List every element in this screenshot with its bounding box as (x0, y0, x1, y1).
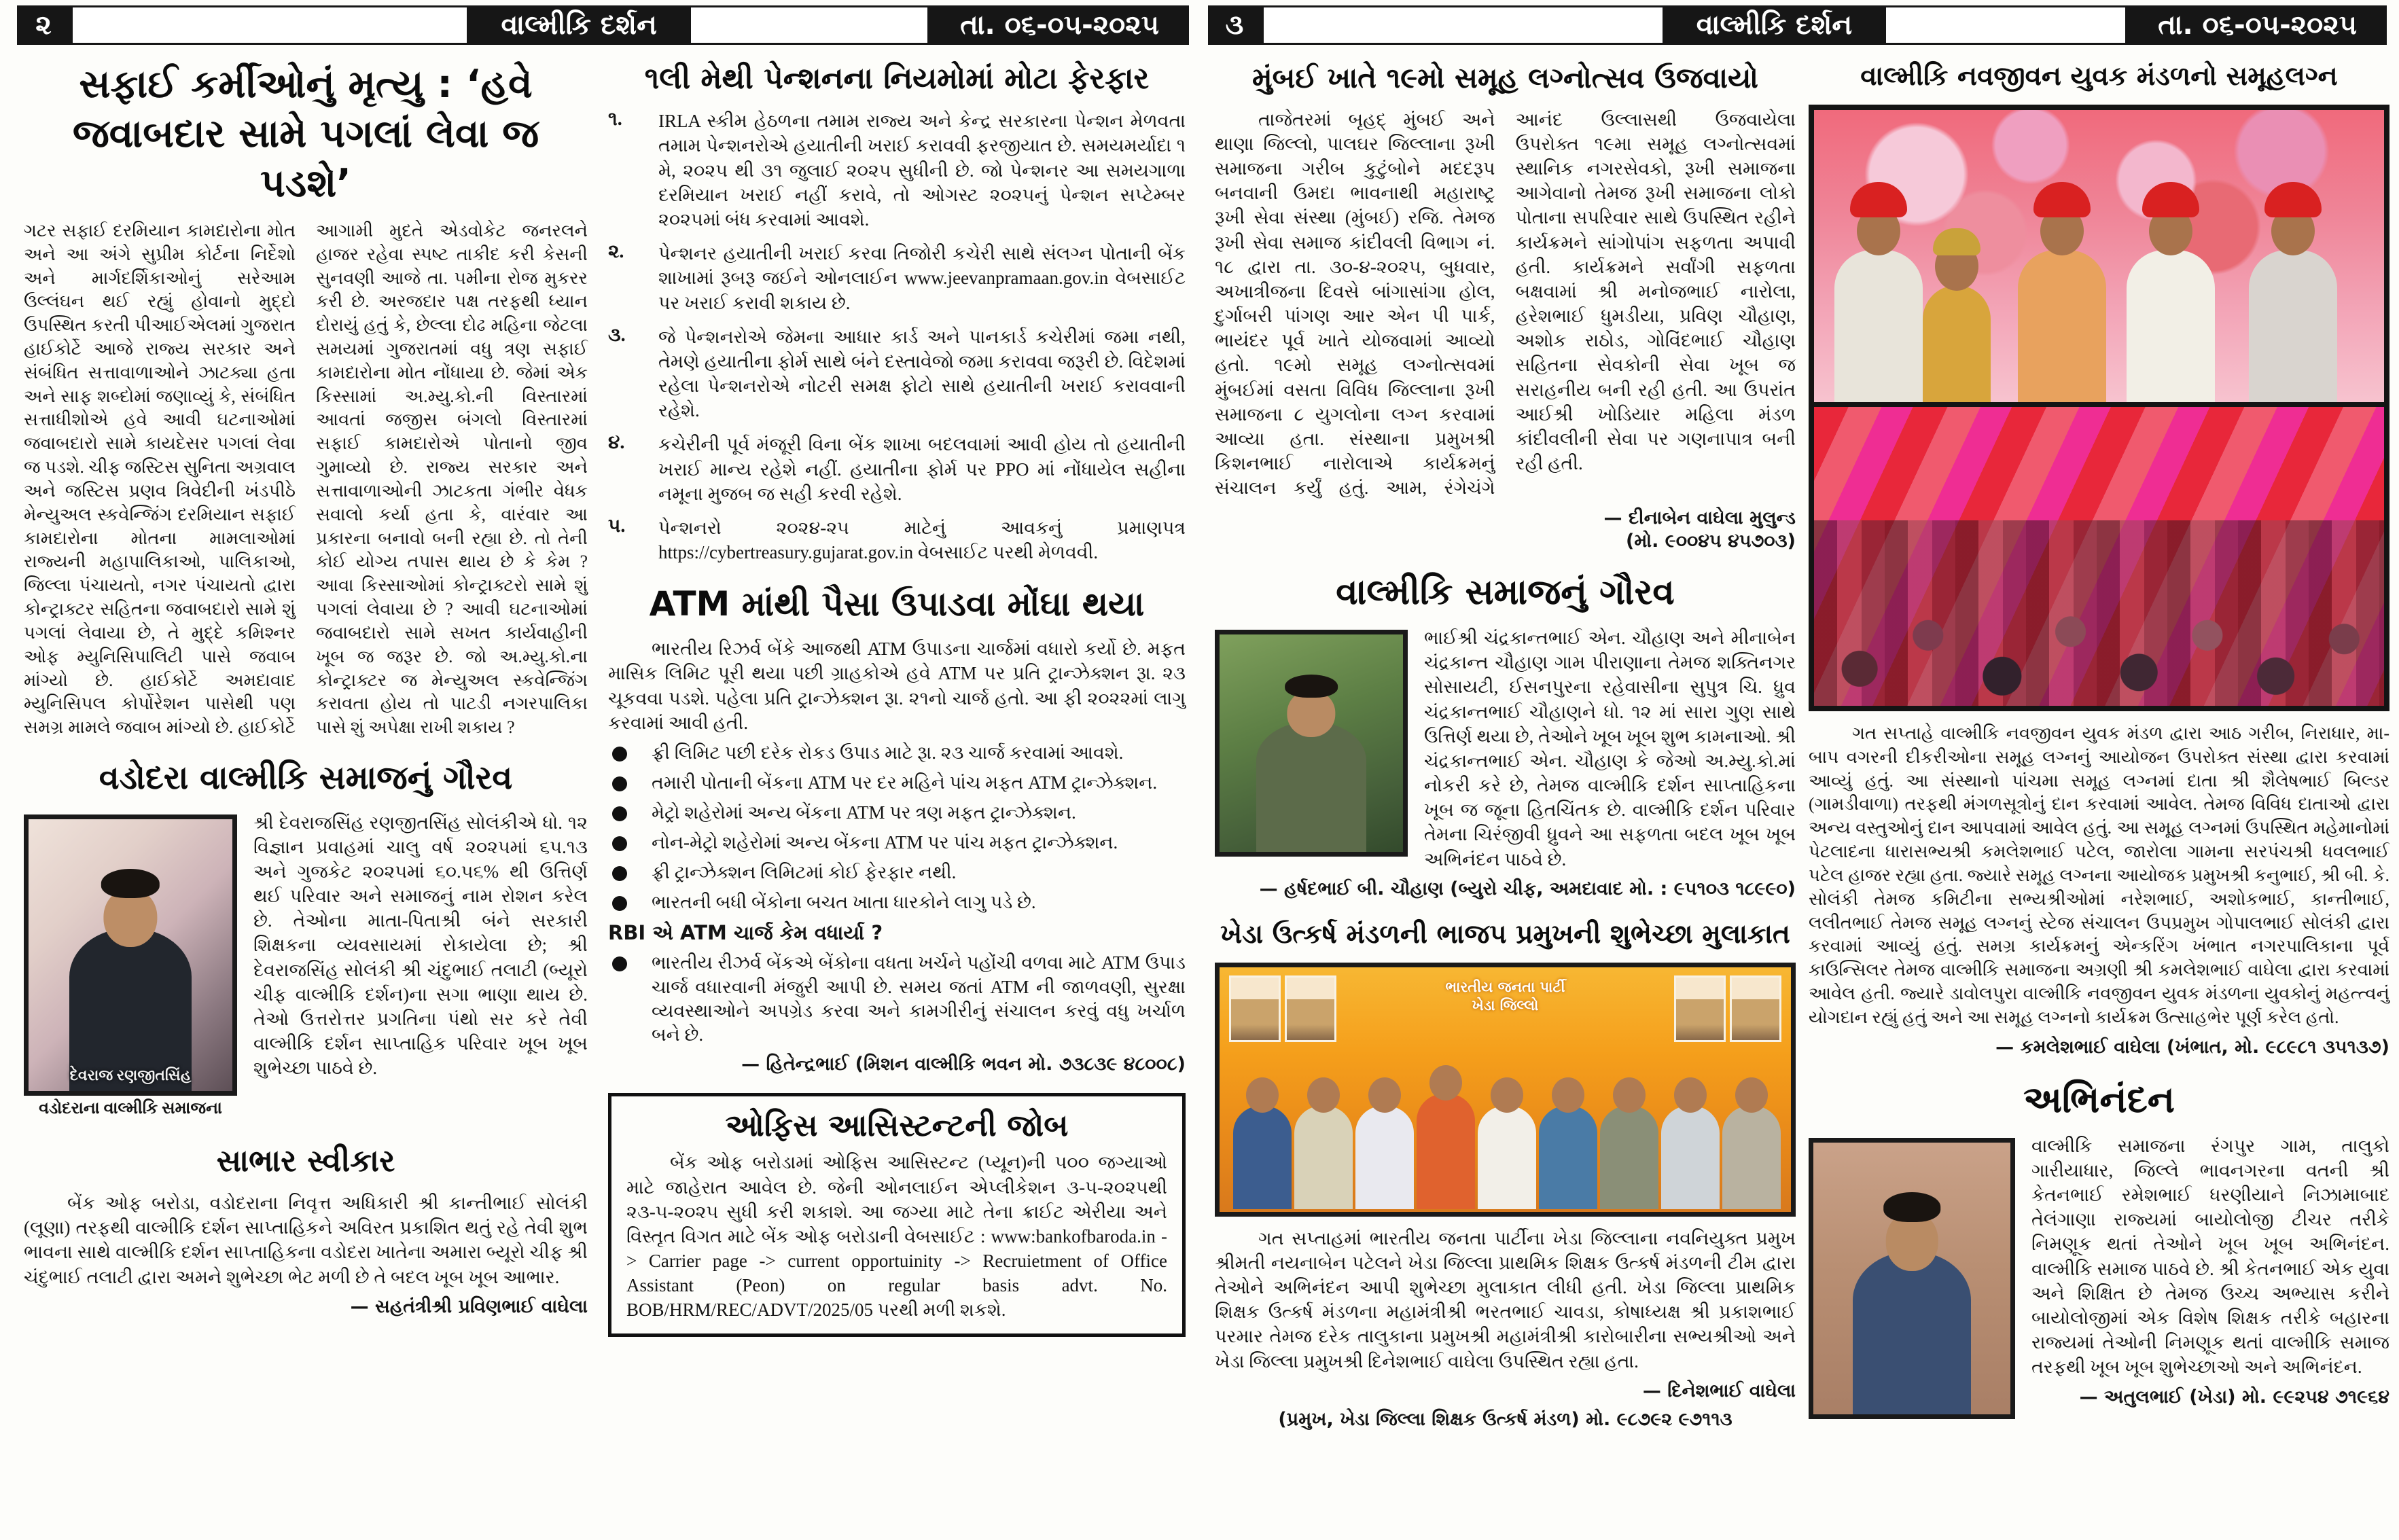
bullet-item (608, 861, 1186, 884)
article-body: ગત સપ્તાહમાં ભારતીય જનતા પાર્ટીના ખેડા જિલ્લાના નવનિયુક્ત પ્રમુખ શ્રીમતી નયનાબેન પટેલને ખેડા જિલ્લા પ્રાથમિક શિક્ષક ઉત્કર્ષ મંડળની ટીમ દ્વારા તેઓને અભિનંદન આપી શુભેચ્છા મુલાકાત લીધી હતી. ખેડા જિલ્લા પ્રાથમિક શિક્ષક ઉત્કર્ષ મંડળના મહામંત્રીશ્રી ભરતભાઈ ચાવડા, કોષાધ્યક્ષ શ્રી પ્રકાશભાઈ પરમાર તેમજ દરેક તાલુકાના પ્રમુખશ્રી મહામંત્રીશ્રી કારોબારીના સભ્યશ્રીઓ અને ખેડા જિલ્લા પ્રમુખશ્રી દિનેશભાઈ વાઘેલા ઉપસ્થિત રહ્યા હતા. (1215, 1228, 1796, 1372)
photo-devraj-portrait (24, 814, 237, 1118)
header-spacer (691, 7, 927, 43)
attribution: — અતુલભાઈ (ખેડા) મો. ૯૯૨૫૪ ૭૧૯૬૪ (2079, 1386, 2389, 1408)
list-item (608, 109, 1186, 232)
list-item (608, 432, 1186, 506)
headline: ઓફિસ આસિસ્ટન્ટની જોબ (725, 1107, 1069, 1143)
headline: ૧લી મેથી પેન્શનના નિયમોમાં મોટા ફેરફાર (644, 61, 1150, 96)
portrait-image (1215, 630, 1408, 857)
attribution: — હર્ષદભાઈ બી. ચૌહાણ (બ્યુરો ચીફ, અમદાવાદ મો. : ૯૫૧૦૩ ૧૮૯૯૦) (1259, 878, 1796, 899)
portrait-image (1809, 1138, 2015, 1419)
article-body: વાલ્મીકિ સમાજના રંગપુર ગામ, તાલુકો ગારીયાધાર, જિલ્લે ભાવનગરના વતની શ્રી કેતનભાઈ રમેશભાઈ ધરણીયાને નિઝામાબાદ તેલંગાણા રાજ્યમાં બાયોલોજી ટીચર તરીકે નિમણૂક થતાં તેઓને ખૂબ ખૂબ અભિનંદન. વાલ્મીકિ સમાજ પાઠવે છે. શ્રી કેતનભાઈ એક યુવા અને શિક્ષિત છે તેમજ ઉચ્ચ અભ્યાસ કરીને બાયોલોજીમાં એક વિશેષ શિક્ષક તરીકે બહારના રાજ્યમાં તેઓની નિમણૂક થતાં વાલ્મીકિ સમાજ તરફથી ખૂબ ખૂબ શુભેચ્છાઓ અને અભિનંદન. (2031, 1135, 2389, 1378)
person-figure (2127, 250, 2215, 402)
bullet-icon (612, 956, 627, 971)
item-number: ૩. (608, 324, 626, 346)
photo-wedding-crowd (1814, 407, 2384, 706)
page3-number: ૩ (1208, 5, 1261, 45)
bullet-icon (612, 806, 627, 821)
photo-caption: વડોદરાના વાલ્મીકિ સમાજના (39, 1099, 222, 1117)
issue-date: તા. ૦૬-૦૫-૨૦૨૫ (930, 5, 1189, 45)
page2-left-column (24, 57, 588, 1336)
wall-portrait (1674, 975, 1726, 1042)
article-body: બેંક ઓફ બરોડામાં ઓફિસ આસિસ્ટન્ટ (પ્યૂન)ની ૫૦૦ જગ્યાઓ માટે જાહેરાત આવેલ છે. જેની ઓનલાઈન એપ્લીકેશન ૩-૫-૨૦૨૫થી ૨૩-૫-૨૦૨૫ સુધી કરી શકાશે. આ જગ્યા માટે તેના ક્રાઈટ એરીયા અને વિસ્તૃત વિગત માટે બેંક ઓફ બરોડાની વેબસાઈટ : www:bankofbaroda.in -> Carrier page -> current opportuinity -> Recruietment of Office Assistant (Peon) on regular basis advt. No. BOB/HRM/REC/ADVT/2025/05 પરથી મળી શકશે. (626, 1152, 1167, 1321)
bullet-text: તમારી પોતાની બેંકના ATM પર દર મહિને પાંચ મફત ATM ટ્રાન્ઝેક્શન. (652, 772, 1158, 793)
portrait-image (24, 814, 237, 1096)
item-text: કચેરીની પૂર્વ મંજૂરી વિના બેંક શાખા બદલવામાં આવી હોય તો હયાતીની ખરાઈ માન્ય રહેશે નહીં. હયાતીના ફોર્મ પર PPO માં નોંધાયેલ સહીના નમૂના મુજબ જ સહી કરવી રહેશે. (658, 434, 1186, 504)
article-valmiki-samaj-gaurav (1215, 570, 1796, 900)
headline: વાલ્મીકિ નવજીવન યુવક મંડળનો સમૂહલગ્ન (1860, 61, 2338, 92)
banner-line1: ભારતીય જનતા પાર્ટી (1445, 978, 1565, 995)
attribution: — હિતેન્દ્રભાઈ (મિશન વાલ્મીકિ ભવન મો. ૭૩૮૩૯ ૪૮૦૦૮) (741, 1053, 1186, 1075)
headline: ATM માંથી પૈસા ઉપાડવા મોંઘા થયા (649, 584, 1145, 624)
article-abhinandan (1809, 1076, 2389, 1425)
person-figure (1722, 1106, 1781, 1209)
headline: મુંબઈ ખાતે ૧૯મો સમૂહ લગ્નોત્સવ ઉજવાયો (1252, 61, 1758, 94)
list-item (608, 516, 1186, 565)
page3-right-column (1809, 57, 2389, 1442)
headline: સાભાર સ્વીકાર (216, 1142, 395, 1179)
attribution: — દિનેશભાઈ વાઘેલા (1642, 1380, 1796, 1401)
article-mumbai-samuh-lagnotsav (1215, 60, 1796, 552)
item-text: પેન્શનરો ૨૦૨૪-૨૫ માટેનું આવકનું પ્રમાણપત્ર https://cybertreasury.gujarat.gov.in વેબસાઈટ પરથી મેળવવી. (658, 517, 1186, 563)
person-figure (2249, 250, 2337, 402)
headline: અભિનંદન (2023, 1077, 2175, 1121)
article-body: ભાઈશ્રી ચંદ્રકાન્તભાઈ એન. ચૌહાણ અને મીનાબેન ચંદ્રકાન્ત ચૌહાણ ગામ પીરાણાના તેમજ શક્તિનગર સોસાયટી, ઈસનપુરના રહેવાસીના સુપુત્ર ચિ. ધ્રુવ ચંદ્રકાન્તભાઈ ચૌહાણને ધો. ૧૨ માં સારા ગુણ સાથે ઉત્તિર્ણ થયા છે, તેઓને ખૂબ ખૂબ શુભ કામનાઓ. શ્રી ચંદ્રકાન્તભાઈ એન. ચૌહાણ કે જેઓ અ.મ્યુ.કો.માં નોકરી કરે છે, તેમજ વાલ્મીકિ દર્શન સાપ્તાહિકના ખૂબ જ જૂના હિતચિંતક છે. વાલ્મીકિ દર્શન પરિવાર તેમના ચિરંજીવી ધ્રુવને આ સફળતા બદલ ખૂબ ખૂબ અભિનંદન પાઠવે છે. (1424, 628, 1796, 870)
wall-portrait (1229, 975, 1281, 1042)
person-figure (1834, 250, 1923, 402)
headline: વાલ્મીકિ સમાજનું ગૌરવ (1336, 571, 1675, 613)
photo-dhruv-portrait (1215, 630, 1408, 857)
bullet-icon (612, 747, 627, 762)
masthead-title: વાલ્મીકિ દર્શન (1665, 5, 1883, 45)
photo-grooms-red-turbans (1814, 110, 2384, 407)
article-body: બેંક ઓફ બરોડા, વડોદરાના નિવૃત્ત અધિકારી શ્રી કાન્તીભાઈ સોલંકી (લૂણા) તરફથી વાલ્મીકિ દર્શન સાપ્તાહિકને અવિરત પ્રકાશિત થતું રહે તેવી શુભ ભાવના સાથે વાલ્મીકિ દર્શન સાપ્તાહિકના વડોદરા ખાતેના અમારા બ્યૂરો ચીફ શ્રી ચંદુભાઈ તલાટી દ્વારા અમને શુભેચ્છા ભેટ મળી છે તે બદલ ખૂબ ખૂબ આભાર. (24, 1193, 588, 1287)
header-spacer (73, 7, 467, 43)
item-number: ૧. (608, 109, 622, 130)
bullet-text: ભારતીય રીઝર્વ બેંકએ બેંકોના વધતા ખર્ચને પહોંચી વળવા માટે ATM ઉપાડ ચાર્જ વધારવાની મંજુરી આપી છે. સમય જતાં ATM ની જાળવણી, સુરક્ષા વ્યવસ્થાઓને અપગ્રેડ કરવા અને કામગીરીનું સંચાલન કરવું વધુ ખર્ચાળ બને છે. (652, 952, 1186, 1045)
header-spacer (1886, 7, 2125, 43)
attribution: — સહતંત્રીશ્રી પ્રવિણભાઈ વાઘેલા (350, 1295, 588, 1317)
list-item (608, 325, 1186, 423)
photo-ketan-portrait (1809, 1138, 2015, 1419)
person-figure (1417, 1094, 1475, 1209)
photo-overlay-caption: દેવરાજ રણજીતસિંહ (69, 1066, 192, 1084)
bullet-item (608, 831, 1186, 855)
person-figure (1355, 1106, 1414, 1209)
article-lead: ભારતીય રિઝર્વ બેંકે આજથી ATM ઉપાડના ચાર્જમાં વધારો કર્યો છે. મફત માસિક લિમિટ પૂરી થયા પછી ગ્રાહકોએ હવે ATM પર પ્રતિ ટ્રાન્ઝેક્શન રૂા. ૨૩ ચૂકવવા પડશે. પહેલા પ્રતિ ટ્રાન્ઝેક્શન રૂા. ૨૧નો ચાર્જ હતો. આ ફી ૨૦૨૨માં લાગુ કરવામાં આવી હતી. (608, 639, 1186, 733)
wall-portrait (1730, 975, 1781, 1042)
bullet-item (608, 951, 1186, 1046)
page2-number: ૨ (17, 5, 70, 45)
person-figure-girl (1923, 285, 1991, 402)
bullet-text: મેટ્રો શહેરોમાં અન્ય બેંકના ATM પર ત્રણ મફત ટ્રાન્ઝેક્શન. (652, 802, 1076, 823)
bullet-item (608, 891, 1186, 914)
person-figure (2018, 250, 2106, 402)
article-kheda-utkarsh-mandal (1215, 918, 1796, 1431)
bullet-icon (612, 776, 627, 791)
item-number: ૨. (608, 241, 624, 263)
person-figure (1600, 1106, 1658, 1209)
attribution: — દીનાબેન વાઘેલા મુલુન્ડ (1603, 507, 1796, 529)
person-figure (1539, 1106, 1597, 1209)
page3-header (1208, 5, 2387, 45)
page2-middle-column (608, 57, 1186, 1355)
article-navjivan-samuhlagna (1809, 60, 2389, 1058)
headline: સફાઈ કર્મીઓનું મૃત્યુ : ‘હવે જવાબદાર સામે પગલાં લેવા જ પડશે’ (72, 62, 539, 206)
article-body: તાજેતરમાં બૃહદ્ મુંબઈ અને થાણા જિલ્લો, પાલઘર જિલ્લાના રૂખી સમાજના ગરીબ કુટુંબોને મદદરૂપ બનવાની ઉમદા ભાવનાથી મહારાષ્ટ્ર રૂખી સેવા સંસ્થા (મુંબઈ) રજિ. તેમજ રૂખી સેવા સમાજ કાંદીવલી વિભાગ નં. ૧૮ દ્વારા તા. ૩૦-૪-૨૦૨૫, બુધવાર, અખાત્રીજના દિવસે બાંગાસાંગા હોલ, દુર્ગાબરી પાંગણ આર એન પી પાર્ક, ભાયંદર પૂર્વ ખાતે યોજવામાં આવ્યો હતો. ૧૯મો સમૂહ લગ્નોત્સવમાં મુંબઈમાં વસતા વિવિધ જિલ્લાના રૂખી સમાજના ૮ યુગલોના લગ્ન કરવામાં આવ્યા હતા. સંસ્થાના પ્રમુખશ્રી કિશનભાઈ નારોલાએ કાર્યક્રમનું સંચાલન કર્યું હતું. આમ, રંગેચંગે આનંદ ઉલ્લાસથી ઉજવાયેલા ઉપરોક્ત ૧૯મા સમૂહ લગ્નોત્સવમાં સ્થાનિક નગરસેવકો, રૂખી સમાજના આગેવાનો તેમજ રૂખી સમાજના લોકો પોતાના સપરિવાર સાથે ઉપસ્થિત રહીને કાર્યક્રમને સાંગોપાંગ સફળતા અપાવી હતી. કાર્યક્રમને સર્વાંગી સફળતા બક્ષવામાં શ્રી મનોજભાઈ નારોલા, હરેશભાઈ ધુમડીયા, પ્રવિણ ચૌહાણ, અશોક રાઠોડ, ગોવિંદભાઈ ચૌહાણ સહિતના સેવકોની સેવા ખૂબ જ સરાહનીય બની રહી હતી. આ ઉપરાંત આઈશ્રી ખોડિયાર મહિલા મંડળ કાંદીવલીની સેવા પર ગણનાપાત્ર બની રહી હતી. (1215, 109, 1796, 499)
header-spacer (1264, 7, 1663, 43)
bullet-icon (612, 836, 627, 851)
bullet-text: ફ્રી લિમિટ પછી દરેક રોકડ ઉપાડ માટે રૂા. ૨૩ ચાર્જ કરવામાં આવશે. (652, 742, 1124, 763)
item-text: IRLA સ્કીમ હેઠળના તમામ રાજ્ય અને કેન્દ્ર સરકારના પેન્શન મેળવતા તમામ પેન્શનરોએ હયાતીની ખરાઈ કરાવવી ફરજીયાત છે. સમયમર્યાદા ૧ મે, ૨૦૨૫ થી ૩૧ જુલાઈ ૨૦૨૫ સુધીની છે. જો પેન્શનર આ સમયગાળા દરમિયાન ખરાઈ નહીં કરાવે, તો ઓગસ્ટ ૨૦૨૫નું પેન્શન સપ્ટેમ્બર ૨૦૨૫માં બંધ કરવામાં આવશે. (658, 111, 1186, 230)
attribution-org: (પ્રમુખ, ખેડા જિલ્લા શિક્ષક ઉત્કર્ષ મંડળ) મો. ૯૮૭૯૨ ૯૭૧૧૩ (1278, 1408, 1732, 1430)
bullet-text: નોન-મેટ્રો શહેરોમાં અન્ય બેંકના ATM પર પાંચ મફત ટ્રાન્ઝેક્શન. (652, 832, 1118, 853)
item-number: ૫. (608, 515, 626, 537)
attribution-phone: (મો. ૯૦૦૪૫ ૪૫૭૦૩) (1626, 530, 1796, 552)
article-vadodara-gaurav (24, 757, 588, 1123)
attribution: — કમલેશભાઈ વાઘેલા (ખંભાત, મો. ૯૮૯૮૧ ૩૫૧૩૭) (1995, 1036, 2389, 1058)
article-body: ગત સપ્તાહે વાલ્મીકિ નવજીવન યુવક મંડળ દ્વારા આઠ ગરીબ, નિરાધાર, મા-બાપ વગરની દીકરીઓના સમૂહ લગ્નનું આયોજન ઉપરોક્ત સંસ્થા દ્વારા કરવામાં આવ્યું હતું. આ સંસ્થાનો પાંચમા સમૂહ લગ્નમાં દાતા શ્રી શૈલેષભાઈ બિલ્ડર (ગામડીવાળા) તરફથી મંગળસૂત્રોનું દાન કરવામાં આવેલ. તેમજ વિવિધ દાતાઓ દ્વારા અન્ય વસ્તુઓનું દાન આપવામાં આવેલ હતું. આ સમૂહ લગ્નમાં ઉપસ્થિત મહેમાનોમાં પેટલાદના ધારાસભ્યશ્રી કમલેશભાઈ પટેલ, જારોલા ગામના સરપંચશ્રી ધવલભાઈ પટેલ હાજર રહ્યા હતા. જ્યારે સમૂહ લગ્નના આયોજક પ્રમુખશ્રી કનુભાઈ, શ્રી બી. કે. સોલંકી તેમજ કમિટીના સભ્યશ્રીઓમાં નરેશભાઈ, અશોકભાઈ, કાન્તીભાઈ, લલીતભાઈ તેમજ સમૂહ લગ્નનું સ્ટેજ સંચાલન ઉપપ્રમુખ ગોપાલભાઈ સોલંકી દ્વારા કરવામાં આવ્યું હતું. સમગ્ર કાર્યક્રમનું એન્કરિંગ ખંભાત નગરપાલિકાના પૂર્વ કાઉન્સિલર તેમજ વાલ્મીકિ સમાજના અગ્રણી શ્રી કમલેશભાઈ વાઘેલા દ્વારા કરવામાં આવેલ હતી. જ્યારે ડાવોલપુરા વાલ્મીકિ નવજીવન યુવક મંડળના યુવકોનું મહત્ત્વનું યોગદાન રહ્યું હતું અને આ સમૂહ લગ્નનો કાર્યક્રમ ઉત્સાહભેર પૂર્ણ કરેલ હતો. (1809, 723, 2389, 1027)
photo-wedding-collage (1809, 105, 2389, 711)
bullet-icon (612, 896, 627, 911)
bullet-item (608, 771, 1186, 795)
headline: વડોદરા વાલ્મીકિ સમાજનું ગૌરવ (99, 759, 513, 798)
person-figure (1294, 1106, 1353, 1209)
issue-date: તા. ૦૬-૦૫-૨૦૨૫ (2128, 5, 2387, 45)
bullet-item (608, 741, 1186, 765)
list-item (608, 241, 1186, 315)
person-figure (1233, 1106, 1292, 1209)
item-number: ૪. (608, 432, 625, 454)
sub-headline: RBI એ ATM ચાર્જ કેમ વધાર્યા ? (608, 921, 883, 945)
masthead-title: વાલ્મીકિ દર્શન (469, 5, 688, 45)
article-sabhar-svikar (24, 1141, 588, 1318)
page2-header (17, 5, 1189, 45)
banner-line2: ખેડા જિલ્લો (1472, 997, 1539, 1014)
bullet-item (608, 801, 1186, 825)
item-text: જે પેન્શનરોએ જેમના આધાર કાર્ડ અને પાનકાર્ડ કચેરીમાં જમા નથી, તેમણે હયાતીના ફોર્મ સાથે બંને દસ્તાવેજો જમા કરાવવા જરૂરી છે. વિદેશમાં રહેલા પેન્શનરોએ નોટરી સમક્ષ ફોટો સાથે હયાતીની ખરાઈ કરાવવાની રહેશે. (658, 326, 1186, 421)
person-figure (1256, 721, 1366, 852)
wall-portrait (1285, 975, 1336, 1042)
article-body: ગટર સફાઈ દરમિયાન કામદારોના મોત અને આ અંગે સુપ્રીમ કોર્ટના નિર્દેશો અને માર્ગદર્શિકાઓનું સરેઆમ ઉલ્લંઘન થઈ રહ્યું હોવાનો મુદ્દો ઉપસ્થિત કરતી પીઆઈએલમાં ગુજરાત હાઈકોર્ટે આજે રાજ્ય સરકાર અને સંબંધિત સત્તાવાળાઓને ઝાટક્યા હતા અને સાફ શબ્દોમાં જણાવ્યું કે, સંબંધિત સત્તાધીશોએ હવે આવી ઘટનાઓમાં જવાબદારો સામે કાયદેસર પગલાં લેવા જ પડશે. ચીફ જસ્ટિસ સુનિતા અગ્રવાલ અને જસ્ટિસ પ્રણવ ત્રિવેદીની ખંડપીઠે મેન્યુઅલ સ્કવેન્જિંગ દરમિયાન સફાઈ કામદારોના મોતના મામલાઓમાં રાજ્યની મહાપાલિકાઓ, પાલિકાઓ, જિલ્લા પંચાયતો, નગર પંચાયતો દ્વારા કોન્ટ્રાક્ટર સહિતના જવાબદારો સામે શું પગલાં લેવાયા છે, તે મુદ્દે કમિશ્નર ઓફ મ્યુનિસિપાલિટી પાસે જવાબ માંગ્યો છે. હાઈકોર્ટે અમદાવાદ મ્યુનિસિપલ કોર્પોરેશન પાસેથી પણ સમગ્ર મામલે જવાબ માંગ્યો છે. હાઈકોર્ટે આગામી મુદતે એડવોકેટ જનરલને હાજર રહેવા સ્પષ્ટ તાકીદ કરી કેસની સુનવણી આજે તા. ૫મીના રોજ મુકરર કરી છે. અરજદાર પક્ષ તરફથી ધ્યાન દોરાયું હતું કે, છેલ્લા દોઢ મહિના જેટલા સમયમાં ગુજરાતમાં વધુ ત્રણ સફાઈ કામદારોના મોત નોંધાયા છે. જેમાં એક કિસ્સામાં અ.મ્યુ.કો.ની વિસ્તારમાં આવતાં જજીસ બંગલો વિસ્તારમાં સફાઈ કામદારોએ પોતાનો જીવ ગુમાવ્યો છે. રાજ્ય સરકાર અને સત્તાવાળાઓની ઝાટકતા ગંભીર વેધક સવાલો કર્યા હતા કે, વારંવાર આ પ્રકારના બનાવો બની રહ્યા છે. તો તેની કોઈ યોગ્ય તપાસ થાય છે કે કેમ ? આવા કિસ્સાઓમાં કોન્ટ્રાક્ટરો સામે શું પગલાં લેવાયા છે ? આવી ઘટનાઓમાં જવાબદારો સામે સખત કાર્યવાહીની ખૂબ જ જરૂર છે. જો અ.મ્યુ.કો.ના કોન્ટ્રાક્ટર જ મેન્યુઅલ સ્કવેન્જિંગ કરાવતા હોય તો પાટડી નગરપાલિકા પાસે શું અપેક્ષા રાખી શકાય ? (24, 220, 588, 738)
person-figure (1661, 1106, 1720, 1209)
item-text: પેન્શનર હયાતીની ખરાઈ કરવા તિજોરી કચેરી સાથે સંલગ્ન પોતાની બેંક શાખામાં રૂબરૂ જઈને ઓનલાઈન www.jeevanpramaan.gov.in વેબસાઈટ પર ખરાઈ કરાવી શકાય છે. (658, 243, 1186, 313)
person-figure (1853, 1251, 1971, 1414)
article-body: શ્રી દેવરાજસિંહ રણજીતસિંહ સોલંકીએ ધો. ૧૨ વિજ્ઞાન પ્રવાહમાં ચાલુ વર્ષ ૨૦૨૫માં ૬૫.૧૩ અને ગુજકેટ ૨૦૨૫માં ૬૦.૫૬% થી ઉત્તિર્ણ થઈ પરિવાર અને સમાજનું નામ રોશન કરેલ છે. તેઓના માતા-પિતાશ્રી બંને સરકારી શિક્ષકના વ્યવસાયમાં રોકાયેલા છે; શ્રી દેવરાજસિંહ સોલંકી શ્રી ચંદુભાઈ તલાટી (બ્યૂરો ચીફ વાલ્મીકિ દર્શન)ના સગા ભાણા થાય છે. તેઓ ઉત્તરોત્તર પ્રગતિના પંથો સર કરે તેવી વાલ્મીકિ દર્શન સાપ્તાહિક પરિવાર ખૂબ ખૂબ શુભેચ્છા પાઠવે છે. (253, 812, 588, 1079)
photo-banner (1397, 978, 1614, 1016)
article-safai-karmi-mrutyu (24, 60, 588, 740)
bullet-icon (612, 866, 627, 881)
person-figure (1478, 1106, 1536, 1209)
bullet-text: ફ્રી ટ્રાન્ઝેક્શન લિમિટમાં કોઈ ફેરફાર નથી. (652, 862, 957, 883)
photo-bjp-group (1215, 963, 1796, 1217)
page3-left-column (1215, 57, 1796, 1448)
article-office-assistant-job (608, 1093, 1186, 1337)
article-atm-charges (608, 582, 1186, 1075)
article-pension-rules (608, 60, 1186, 565)
headline: ખેડા ઉત્કર્ષ મંડળની ભાજપ પ્રમુખની શુભેચ્છા મુલાકાત (1220, 918, 1790, 950)
bullet-text: ભારતની બધી બેંકોના બચત ખાતા ધારકોને લાગુ પડે છે. (652, 892, 1036, 913)
